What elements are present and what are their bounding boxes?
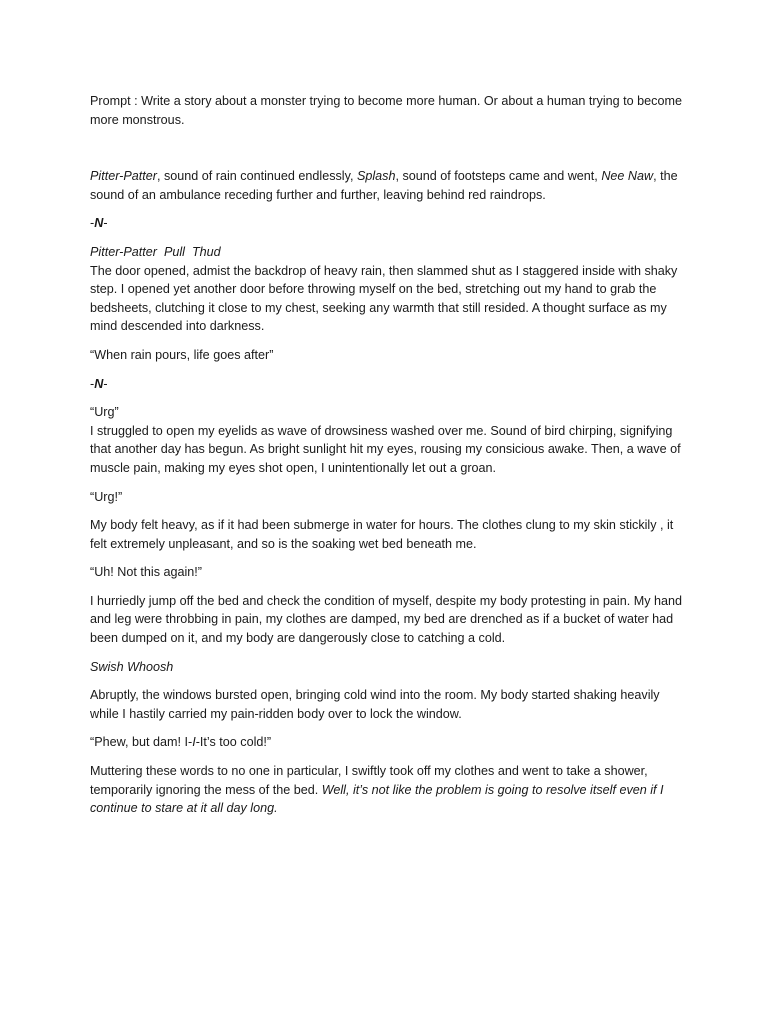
waking-paragraph — [90, 403, 688, 477]
quote-not-again: “Uh! Not this again!” — [90, 565, 202, 580]
sfx-line: Pitter-Patter Pull Thud — [90, 244, 221, 259]
text-run: , the sound of an ambulance receding further and further, leaving behind red raindrops. — [90, 169, 678, 202]
scene-paragraph — [90, 243, 688, 336]
text-run: -It’s too cold!” — [195, 735, 272, 750]
document-page — [90, 92, 688, 828]
section-separator — [90, 375, 688, 394]
separator-dash: - — [103, 216, 108, 231]
sfx-nee-naw: Nee Naw — [601, 169, 654, 184]
inner-thought: Well, it’s not like the problem is going to resolve itself even if I continue to stare at it all day long. — [90, 782, 664, 816]
sfx-text: Swish Whoosh — [90, 659, 174, 674]
condition-paragraph: I hurriedly jump off the bed and check the condition of myself, despite my body protesting in pain. My hand and leg were throbbing in pain, my clothes are damped, my bed are drenched as if a bucket of water had been dumped on it, and my body are dangerously close to catching a cold. — [90, 593, 683, 646]
text-run-italic: I — [192, 735, 196, 750]
separator-dash: - — [90, 376, 95, 391]
quote-rain: “When rain pours, life goes after” — [90, 347, 274, 362]
text-run: , sound of rain continued endlessly, — [156, 169, 357, 184]
shower-paragraph — [90, 762, 688, 818]
quote-urg-exclaim: “Urg!” — [90, 489, 123, 504]
quote-too-cold — [90, 733, 688, 752]
section-separator — [90, 214, 688, 233]
sfx-splash: Splash — [356, 169, 396, 184]
separator-letter: N — [94, 376, 104, 391]
paragraph-text: I struggled to open my eyelids as wave of drowsiness washed over me. Sound of bird chirping, signifying that another day has begun. As bright sunlight hit my eyes, rousing my consicious awake. Then, a wave of muscle pain, making my eyes shot open, I unintentionally let out a groan. — [90, 423, 681, 475]
separator-dash: - — [103, 376, 108, 391]
sfx-swish-whoosh — [90, 658, 688, 677]
heavy-body-paragraph: My body felt heavy, as if it had been submerge in water for hours. The clothes clung to my skin stickily , it felt extremely unpleasant, and so is the soaking wet bed beneath me. — [90, 518, 674, 551]
separator-letter: N — [94, 216, 104, 231]
paragraph-text: The door opened, admist the backdrop of heavy rain, then slammed shut as I staggered inside with shaky step. I opened yet another door before throwing myself on the bed, stretching out my hand to grab the bedsheets, clutching it close to my chest, seeking any warmth that still resided. A thought surface as my mind descended into darkness. — [90, 263, 678, 334]
quote-urg: “Urg” — [90, 405, 119, 420]
separator-dash: - — [90, 216, 95, 231]
opening-paragraph — [90, 167, 688, 204]
prompt-text: Prompt : Write a story about a monster trying to become more human. Or about a human trying to become more monstrous. — [90, 94, 682, 127]
spacer — [90, 139, 688, 167]
text-run: , sound of footsteps came and went, — [395, 169, 602, 184]
window-paragraph: Abruptly, the windows bursted open, bringing cold wind into the room. My body started shaking heavily while I hastily carried my pain-ridden body over to lock the window. — [90, 688, 660, 721]
sfx-pitter-patter: Pitter-Patter — [90, 169, 157, 184]
text-run: Muttering these words to no one in particular, I swiftly took off my clothes and went to take a shower, temporarily ignoring the mess of the bed. — [90, 764, 648, 797]
text-run: “Phew, but dam! I- — [90, 735, 193, 750]
